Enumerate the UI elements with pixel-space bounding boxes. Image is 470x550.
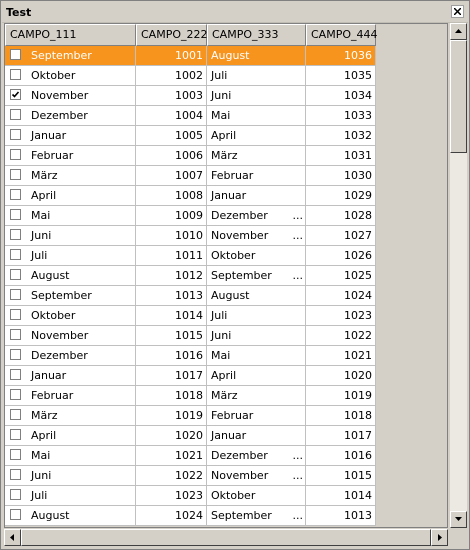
- cell-campo-111[interactable]: [5, 306, 136, 326]
- cell-campo-111[interactable]: [5, 466, 136, 486]
- arrow-up-icon: [455, 29, 462, 33]
- cell-campo-222[interactable]: 1008: [136, 186, 207, 206]
- cell-text: November: [211, 469, 269, 482]
- cell-campo-333[interactable]: [207, 366, 306, 386]
- cell-campo-444[interactable]: 1036: [306, 46, 376, 66]
- cell-text: August: [211, 49, 250, 62]
- cell-text: Dezember: [31, 349, 88, 362]
- cell-campo-333[interactable]: [207, 266, 306, 286]
- cell-text: April: [31, 189, 57, 202]
- cell-campo-222[interactable]: 1019: [136, 406, 207, 426]
- row-checkbox[interactable]: [10, 489, 21, 500]
- column-header-campo-444[interactable]: CAMPO_444: [306, 24, 376, 46]
- scroll-up-button[interactable]: [450, 23, 467, 40]
- cell-text: Januar: [211, 429, 247, 442]
- row-checkbox[interactable]: [10, 369, 21, 380]
- cell-text: Februar: [31, 149, 74, 162]
- cell-campo-222[interactable]: 1021: [136, 446, 207, 466]
- cell-campo-444[interactable]: 1031: [306, 146, 376, 166]
- cell-text: Juni: [211, 329, 232, 342]
- ellipsis-button[interactable]: ...: [292, 509, 303, 522]
- table-row[interactable]: [5, 206, 376, 226]
- table-row[interactable]: [5, 506, 376, 526]
- cell-campo-222[interactable]: 1007: [136, 166, 207, 186]
- cell-campo-222[interactable]: 1003: [136, 86, 207, 106]
- scrollbar-corner: [450, 529, 467, 546]
- cell-campo-444[interactable]: 1023: [306, 306, 376, 326]
- ellipsis-button[interactable]: ...: [292, 229, 303, 242]
- cell-campo-222[interactable]: 1024: [136, 506, 207, 526]
- cell-campo-444[interactable]: 1032: [306, 126, 376, 146]
- cell-text: Januar: [31, 129, 67, 142]
- cell-text: Mai: [31, 209, 51, 222]
- cell-text: April: [31, 429, 57, 442]
- row-checkbox[interactable]: [10, 329, 21, 340]
- table-row[interactable]: [5, 406, 376, 426]
- cell-text: November: [31, 89, 89, 102]
- cell-campo-111[interactable]: [5, 286, 136, 306]
- cell-campo-333[interactable]: [207, 326, 306, 346]
- horizontal-scrollbar[interactable]: [4, 529, 448, 546]
- cell-campo-333[interactable]: [207, 506, 306, 526]
- cell-text: April: [211, 369, 237, 382]
- cell-campo-333[interactable]: [207, 166, 306, 186]
- table-row[interactable]: [5, 426, 376, 446]
- cell-campo-222[interactable]: 1020: [136, 426, 207, 446]
- cell-text: September: [31, 49, 92, 62]
- cell-campo-444[interactable]: 1033: [306, 106, 376, 126]
- cell-campo-222[interactable]: 1009: [136, 206, 207, 226]
- cell-campo-111[interactable]: [5, 46, 136, 66]
- table-row[interactable]: [5, 46, 376, 66]
- vertical-scrollbar[interactable]: [450, 23, 467, 528]
- cell-text: Juli: [211, 309, 228, 322]
- cell-text: Juni: [31, 469, 52, 482]
- cell-campo-444[interactable]: 1035: [306, 66, 376, 86]
- cell-text: November: [31, 329, 89, 342]
- cell-campo-333[interactable]: [207, 126, 306, 146]
- cell-text: Dezember: [211, 209, 268, 222]
- cell-campo-222[interactable]: 1001: [136, 46, 207, 66]
- table-row[interactable]: [5, 186, 376, 206]
- cell-campo-111[interactable]: [5, 166, 136, 186]
- cell-text: Juli: [211, 69, 228, 82]
- cell-campo-444[interactable]: 1026: [306, 246, 376, 266]
- cell-campo-444[interactable]: 1034: [306, 86, 376, 106]
- scroll-left-button[interactable]: [4, 529, 21, 546]
- window-title: Test: [6, 6, 32, 19]
- checkmark-icon: [11, 90, 20, 99]
- ellipsis-button[interactable]: ...: [292, 269, 303, 282]
- cell-campo-111[interactable]: [5, 406, 136, 426]
- cell-campo-111[interactable]: [5, 226, 136, 246]
- cell-campo-222[interactable]: 1018: [136, 386, 207, 406]
- cell-campo-444[interactable]: 1027: [306, 226, 376, 246]
- cell-campo-111[interactable]: [5, 326, 136, 346]
- table-row[interactable]: [5, 306, 376, 326]
- cell-campo-444[interactable]: 1020: [306, 366, 376, 386]
- cell-campo-111[interactable]: [5, 66, 136, 86]
- table-row[interactable]: [5, 486, 376, 506]
- cell-campo-111[interactable]: [5, 206, 136, 226]
- cell-campo-333[interactable]: [207, 426, 306, 446]
- cell-campo-222[interactable]: 1010: [136, 226, 207, 246]
- cell-text: Juli: [31, 249, 48, 262]
- cell-campo-333[interactable]: [207, 446, 306, 466]
- row-checkbox[interactable]: [10, 429, 21, 440]
- cell-campo-333[interactable]: [207, 66, 306, 86]
- cell-text: August: [31, 509, 70, 522]
- cell-campo-111[interactable]: [5, 126, 136, 146]
- column-header-campo-333[interactable]: CAMPO_333: [207, 24, 306, 46]
- row-checkbox[interactable]: [10, 509, 21, 520]
- row-checkbox[interactable]: [10, 209, 21, 220]
- cell-campo-444[interactable]: 1028: [306, 206, 376, 226]
- cell-campo-111[interactable]: [5, 86, 136, 106]
- table-row[interactable]: [5, 246, 376, 266]
- row-checkbox[interactable]: [10, 289, 21, 300]
- table-row[interactable]: [5, 326, 376, 346]
- cell-campo-333[interactable]: [207, 386, 306, 406]
- cell-campo-333[interactable]: [207, 406, 306, 426]
- table-row[interactable]: [5, 366, 376, 386]
- cell-text: März: [211, 149, 238, 162]
- close-icon: [454, 8, 461, 15]
- table-row[interactable]: [5, 466, 376, 486]
- ellipsis-button[interactable]: ...: [292, 209, 303, 222]
- row-checkbox[interactable]: [10, 389, 21, 400]
- column-header-campo-222[interactable]: CAMPO_222: [136, 24, 207, 46]
- cell-campo-222[interactable]: 1013: [136, 286, 207, 306]
- cell-campo-111[interactable]: [5, 266, 136, 286]
- cell-campo-222[interactable]: 1002: [136, 66, 207, 86]
- row-checkbox[interactable]: [10, 229, 21, 240]
- cell-campo-222[interactable]: 1015: [136, 326, 207, 346]
- cell-campo-333[interactable]: [207, 246, 306, 266]
- table-row[interactable]: [5, 86, 376, 106]
- close-button[interactable]: [451, 5, 464, 18]
- cell-campo-444[interactable]: 1024: [306, 286, 376, 306]
- cell-text: August: [31, 269, 70, 282]
- cell-campo-222[interactable]: 1023: [136, 486, 207, 506]
- cell-text: März: [31, 169, 58, 182]
- cell-text: Dezember: [31, 109, 88, 122]
- cell-campo-444[interactable]: 1029: [306, 186, 376, 206]
- data-grid: [4, 23, 448, 528]
- table-row[interactable]: [5, 106, 376, 126]
- cell-campo-444[interactable]: 1017: [306, 426, 376, 446]
- cell-text: Januar: [211, 189, 247, 202]
- row-checkbox[interactable]: [10, 249, 21, 260]
- row-checkbox[interactable]: [10, 269, 21, 280]
- cell-campo-333[interactable]: [207, 46, 306, 66]
- table-row[interactable]: [5, 166, 376, 186]
- cell-campo-222[interactable]: 1004: [136, 106, 207, 126]
- cell-text: März: [211, 389, 238, 402]
- table-row[interactable]: [5, 346, 376, 366]
- ellipsis-button[interactable]: ...: [292, 469, 303, 482]
- cell-text: Mai: [211, 349, 231, 362]
- cell-campo-333[interactable]: [207, 346, 306, 366]
- table-row[interactable]: [5, 66, 376, 86]
- cell-text: Oktober: [31, 69, 76, 82]
- cell-campo-444[interactable]: 1021: [306, 346, 376, 366]
- row-checkbox[interactable]: [10, 409, 21, 420]
- table-row[interactable]: [5, 286, 376, 306]
- cell-campo-222[interactable]: 1011: [136, 246, 207, 266]
- table-row[interactable]: [5, 446, 376, 466]
- table-row[interactable]: [5, 266, 376, 286]
- cell-campo-111[interactable]: [5, 506, 136, 526]
- cell-text: September: [31, 289, 92, 302]
- cell-text: September: [211, 269, 272, 282]
- cell-campo-444[interactable]: 1015: [306, 466, 376, 486]
- cell-campo-333[interactable]: [207, 486, 306, 506]
- cell-campo-444[interactable]: 1016: [306, 446, 376, 466]
- cell-text: Oktober: [211, 249, 256, 262]
- cell-campo-333[interactable]: [207, 146, 306, 166]
- cell-campo-333[interactable]: [207, 86, 306, 106]
- horizontal-scroll-thumb[interactable]: [21, 529, 431, 546]
- table-row[interactable]: [5, 146, 376, 166]
- cell-text: Februar: [31, 389, 74, 402]
- row-checkbox[interactable]: [10, 469, 21, 480]
- cell-campo-222[interactable]: 1005: [136, 126, 207, 146]
- cell-campo-222[interactable]: 1017: [136, 366, 207, 386]
- arrow-right-icon: [438, 534, 442, 541]
- row-checkbox[interactable]: [10, 449, 21, 460]
- table-row[interactable]: [5, 126, 376, 146]
- cell-campo-333[interactable]: [207, 226, 306, 246]
- cell-campo-111[interactable]: [5, 146, 136, 166]
- cell-text: Mai: [31, 449, 51, 462]
- cell-text: Januar: [31, 369, 67, 382]
- cell-text: November: [211, 229, 269, 242]
- arrow-left-icon: [10, 534, 14, 541]
- row-checkbox[interactable]: [10, 49, 21, 60]
- cell-campo-333[interactable]: [207, 206, 306, 226]
- cell-text: Mai: [211, 109, 231, 122]
- row-checkbox[interactable]: [10, 349, 21, 360]
- cell-text: Dezember: [211, 449, 268, 462]
- row-checkbox[interactable]: [10, 89, 21, 100]
- cell-campo-222[interactable]: 1022: [136, 466, 207, 486]
- cell-campo-333[interactable]: [207, 466, 306, 486]
- table-row[interactable]: [5, 386, 376, 406]
- cell-text: März: [31, 409, 58, 422]
- cell-text: September: [211, 509, 272, 522]
- cell-campo-444[interactable]: 1025: [306, 266, 376, 286]
- cell-campo-111[interactable]: [5, 346, 136, 366]
- cell-text: Juni: [31, 229, 52, 242]
- cell-text: Oktober: [211, 489, 256, 502]
- cell-text: Juli: [31, 489, 48, 502]
- cell-campo-222[interactable]: 1012: [136, 266, 207, 286]
- cell-campo-444[interactable]: 1013: [306, 506, 376, 526]
- cell-text: August: [211, 289, 250, 302]
- vertical-scroll-thumb[interactable]: [450, 40, 467, 153]
- cell-campo-444[interactable]: 1030: [306, 166, 376, 186]
- cell-campo-111[interactable]: [5, 426, 136, 446]
- row-checkbox[interactable]: [10, 309, 21, 320]
- cell-text: Oktober: [31, 309, 76, 322]
- row-checkbox[interactable]: [10, 129, 21, 140]
- ellipsis-button[interactable]: ...: [292, 449, 303, 462]
- cell-campo-111[interactable]: [5, 186, 136, 206]
- cell-campo-111[interactable]: [5, 106, 136, 126]
- arrow-down-icon: [455, 517, 462, 521]
- scroll-down-button[interactable]: [450, 511, 467, 528]
- cell-campo-111[interactable]: [5, 446, 136, 466]
- cell-text: Juni: [211, 89, 232, 102]
- cell-campo-333[interactable]: [207, 186, 306, 206]
- cell-campo-444[interactable]: 1022: [306, 326, 376, 346]
- title-bar: [2, 2, 468, 23]
- cell-text: Februar: [211, 409, 254, 422]
- cell-text: Februar: [211, 169, 254, 182]
- cell-campo-111[interactable]: [5, 246, 136, 266]
- cell-campo-333[interactable]: [207, 106, 306, 126]
- cell-campo-333[interactable]: [207, 286, 306, 306]
- cell-campo-222[interactable]: 1006: [136, 146, 207, 166]
- cell-text: April: [211, 129, 237, 142]
- cell-campo-222[interactable]: 1016: [136, 346, 207, 366]
- row-checkbox[interactable]: [10, 169, 21, 180]
- cell-campo-222[interactable]: 1014: [136, 306, 207, 326]
- cell-campo-111[interactable]: [5, 486, 136, 506]
- row-checkbox[interactable]: [10, 189, 21, 200]
- row-checkbox[interactable]: [10, 69, 21, 80]
- row-checkbox[interactable]: [10, 109, 21, 120]
- cell-campo-333[interactable]: [207, 306, 306, 326]
- cell-campo-444[interactable]: 1014: [306, 486, 376, 506]
- cell-campo-111[interactable]: [5, 386, 136, 406]
- row-checkbox[interactable]: [10, 149, 21, 160]
- cell-campo-444[interactable]: 1019: [306, 386, 376, 406]
- cell-campo-444[interactable]: 1018: [306, 406, 376, 426]
- scroll-right-button[interactable]: [431, 529, 448, 546]
- table-row[interactable]: [5, 226, 376, 246]
- column-header-campo-111[interactable]: CAMPO_111: [5, 24, 136, 46]
- cell-campo-111[interactable]: [5, 366, 136, 386]
